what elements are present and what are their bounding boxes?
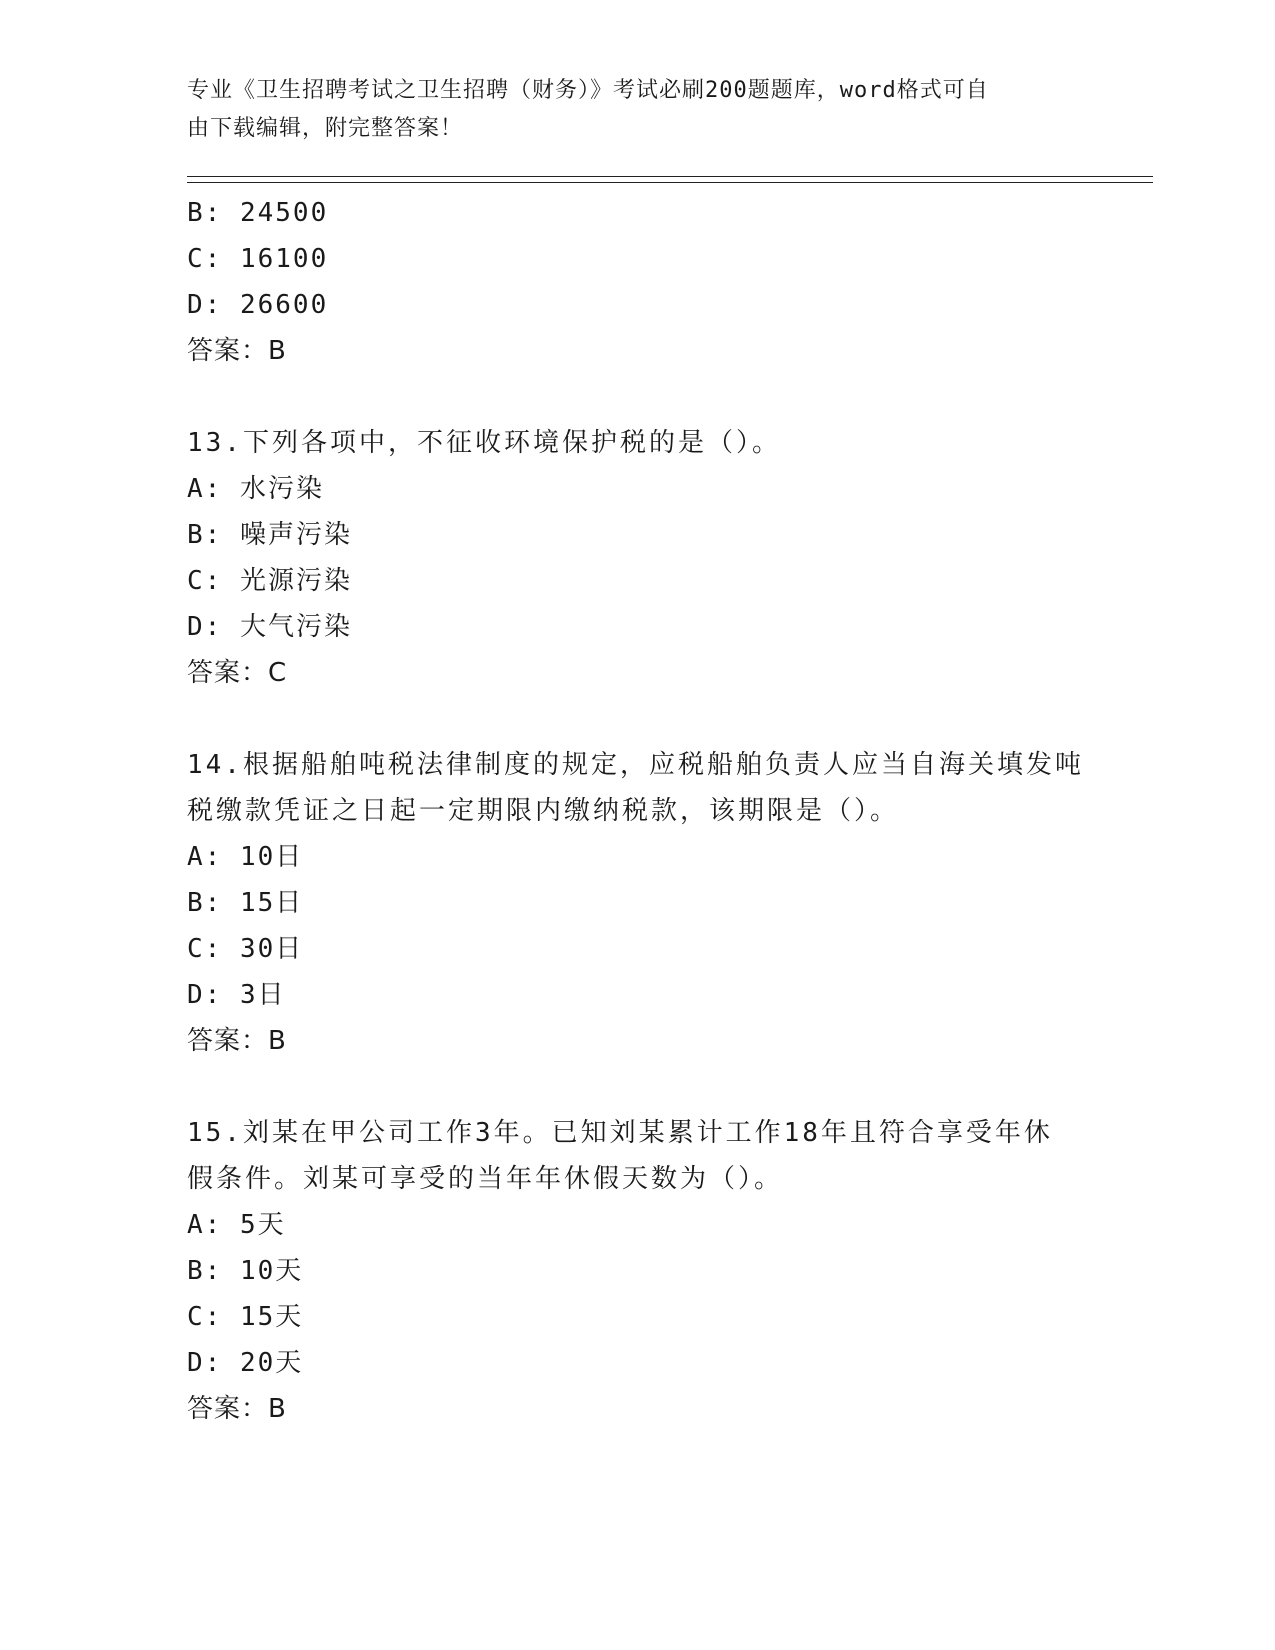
question-12 <box>187 190 1087 374</box>
question-spacer <box>187 696 1087 742</box>
answer-line: 答案：B <box>187 1394 287 1424</box>
question-text-line-1: 14.根据船舶吨税法律制度的规定，应税船舶负责人应当自海关填发吨 <box>187 750 1084 780</box>
option-a: A: 10日 <box>187 842 304 872</box>
question-list <box>187 190 1087 1432</box>
option-c: C: 16100 <box>187 244 329 274</box>
option-a: A: 5天 <box>187 1210 286 1240</box>
answer-line: 答案：B <box>187 336 287 366</box>
option-c: C: 光源污染 <box>187 566 352 596</box>
header-line-1: 专业《卫生招聘考试之卫生招聘（财务）》考试必刷200题题库，word格式可自 <box>187 78 989 103</box>
question-text-line-2: 税缴款凭证之日起一定期限内缴纳税款，该期限是（）。 <box>187 796 900 826</box>
answer-line: 答案：B <box>187 1026 287 1056</box>
question-15 <box>187 1110 1087 1432</box>
option-b: B: 10天 <box>187 1256 304 1286</box>
option-d: D: 20天 <box>187 1348 304 1378</box>
option-b: B: 噪声污染 <box>187 520 352 550</box>
question-13 <box>187 420 1087 696</box>
option-c: C: 15天 <box>187 1302 304 1332</box>
option-a: A: 水污染 <box>187 474 324 504</box>
question-spacer <box>187 374 1087 420</box>
question-text: 13.下列各项中，不征收环境保护税的是（）。 <box>187 428 781 458</box>
option-d: D: 3日 <box>187 980 286 1010</box>
question-14 <box>187 742 1087 1064</box>
header-divider-bottom <box>187 182 1153 183</box>
option-b: B: 24500 <box>187 198 329 228</box>
question-spacer <box>187 1064 1087 1110</box>
question-text-line-1: 15.刘某在甲公司工作3年。已知刘某累计工作18年且符合享受年休 <box>187 1118 1053 1148</box>
answer-line: 答案：C <box>187 658 288 688</box>
header-line-2: 由下载编辑，附完整答案！ <box>187 116 464 141</box>
option-b: B: 15日 <box>187 888 304 918</box>
question-text-line-2: 假条件。刘某可享受的当年年休假天数为（）。 <box>187 1164 784 1194</box>
option-c: C: 30日 <box>187 934 304 964</box>
option-d: D: 26600 <box>187 290 329 320</box>
header-divider-top <box>187 176 1153 177</box>
option-d: D: 大气污染 <box>187 612 352 642</box>
document-header <box>187 72 1067 148</box>
